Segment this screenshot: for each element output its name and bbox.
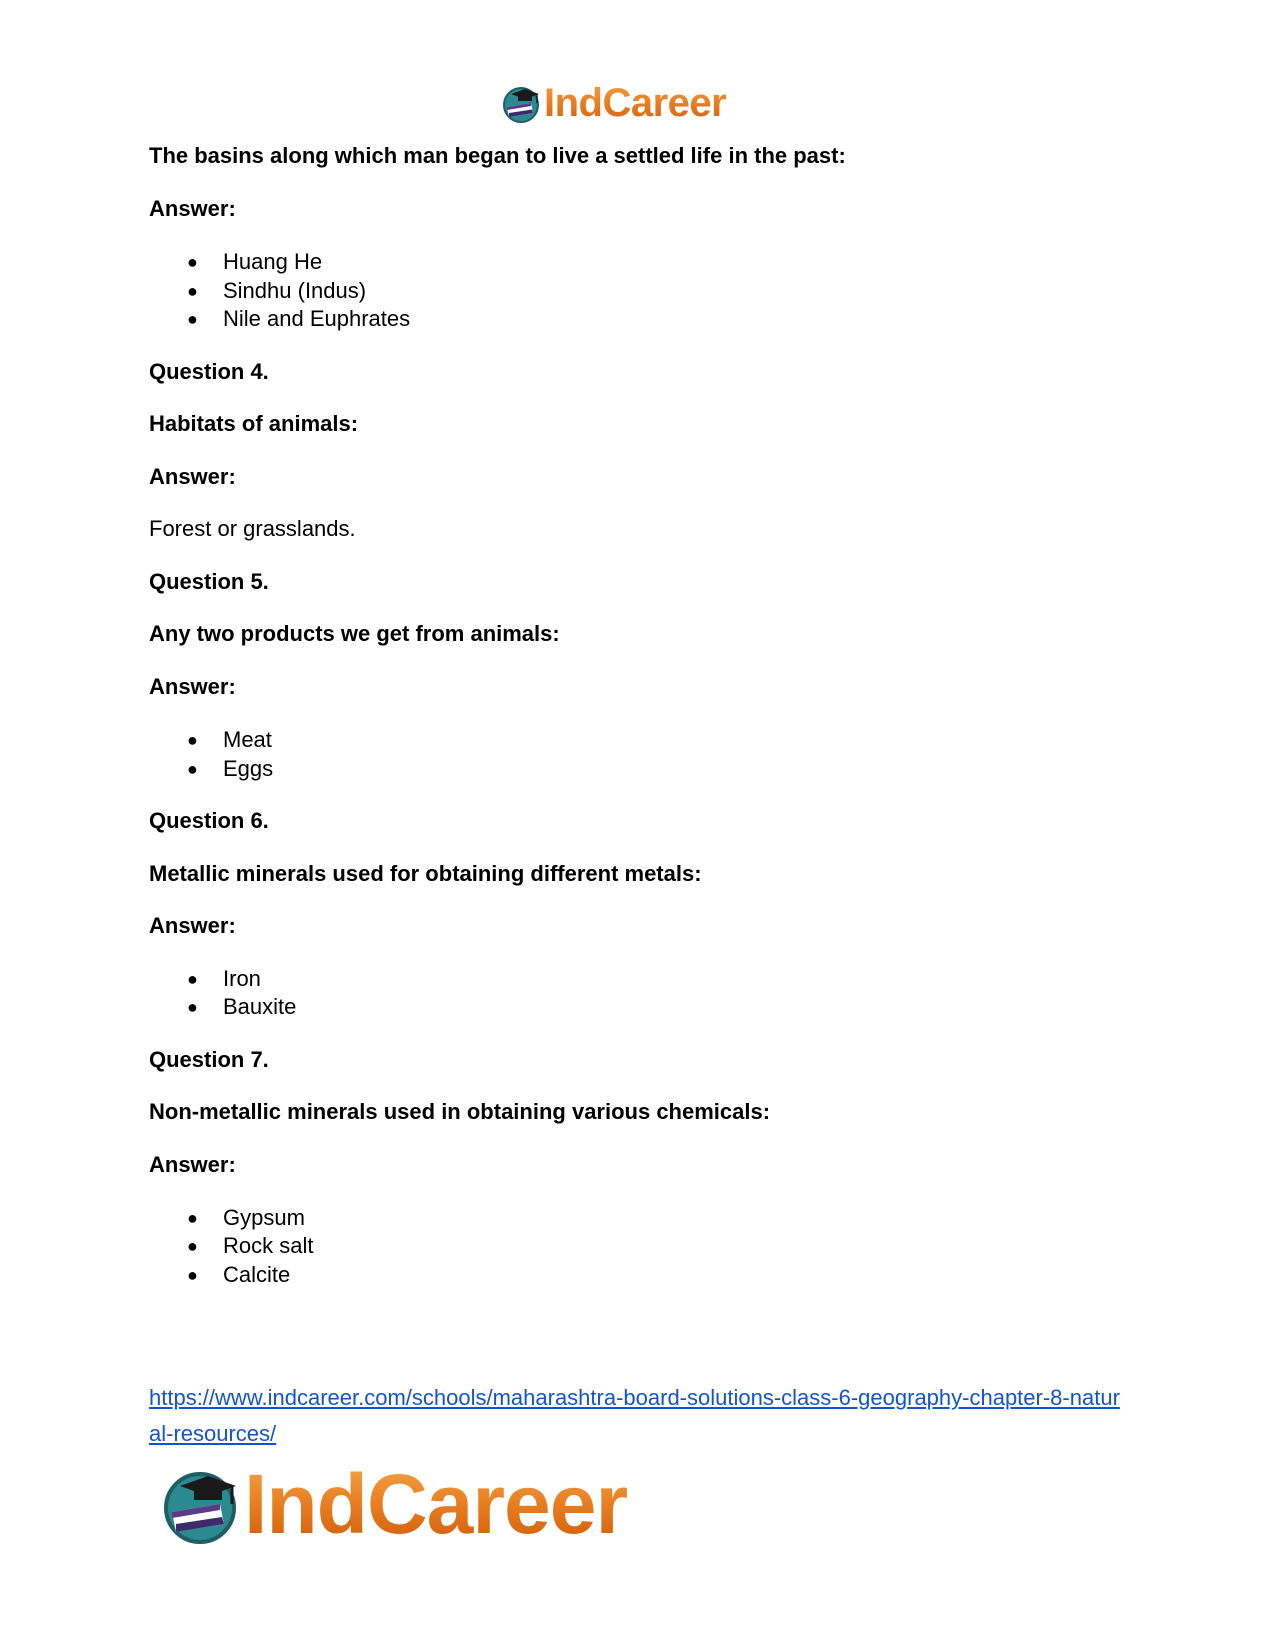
logo-text: IndCareer [244, 1457, 628, 1551]
list-item: Huang He [223, 249, 323, 274]
question-label: Question 5. [149, 569, 269, 594]
logo-text: IndCareer [544, 81, 727, 125]
question-label: Question 7. [149, 1047, 269, 1072]
question-prompt: Any two products we get from animals: [149, 621, 560, 646]
list-item: Iron [223, 966, 261, 991]
question-prompt: Non-metallic minerals used in obtaining various chemicals: [149, 1099, 771, 1124]
list-item: Gypsum [223, 1205, 305, 1230]
list-item: Eggs [223, 756, 274, 781]
list-item: Meat [223, 727, 272, 752]
graduation-book-globe-icon [160, 1464, 240, 1544]
bullet-icon: ● [187, 1208, 198, 1228]
question-prompt: Habitats of animals: [149, 411, 359, 436]
answer-label: Answer: [149, 674, 236, 699]
question-prompt: The basins along which man began to live a settled life in the past: [149, 143, 846, 168]
source-link[interactable]: https://www.indcareer.com/schools/maharashtra-board-solutions-class-6-geography-chapter-8-natural-resources/ [149, 1385, 1120, 1446]
list-item: Rock salt [223, 1233, 314, 1258]
list-item: Calcite [223, 1262, 291, 1287]
bullet-icon: ● [187, 997, 198, 1017]
bullet-icon: ● [187, 730, 198, 750]
graduation-book-globe-icon [501, 83, 541, 123]
footer-logo [160, 1457, 628, 1551]
bullet-icon: ● [187, 252, 198, 272]
list-item: Nile and Euphrates [223, 306, 411, 331]
list-item: Bauxite [223, 994, 297, 1019]
bullet-icon: ● [187, 309, 198, 329]
bullet-icon: ● [187, 281, 198, 301]
answer-label: Answer: [149, 196, 236, 221]
header-logo [501, 80, 726, 126]
answer-label: Answer: [149, 913, 236, 938]
bullet-icon: ● [187, 1236, 198, 1256]
bullet-icon: ● [187, 759, 198, 779]
question-prompt: Metallic minerals used for obtaining different metals: [149, 861, 702, 886]
question-label: Question 4. [149, 359, 269, 384]
bullet-icon: ● [187, 969, 198, 989]
list-item: Sindhu (Indus) [223, 278, 367, 303]
answer-label: Answer: [149, 464, 236, 489]
question-label: Question 6. [149, 808, 269, 833]
bullet-icon: ● [187, 1265, 198, 1285]
answer-label: Answer: [149, 1152, 236, 1177]
answer-text: Forest or grasslands. [149, 516, 356, 541]
